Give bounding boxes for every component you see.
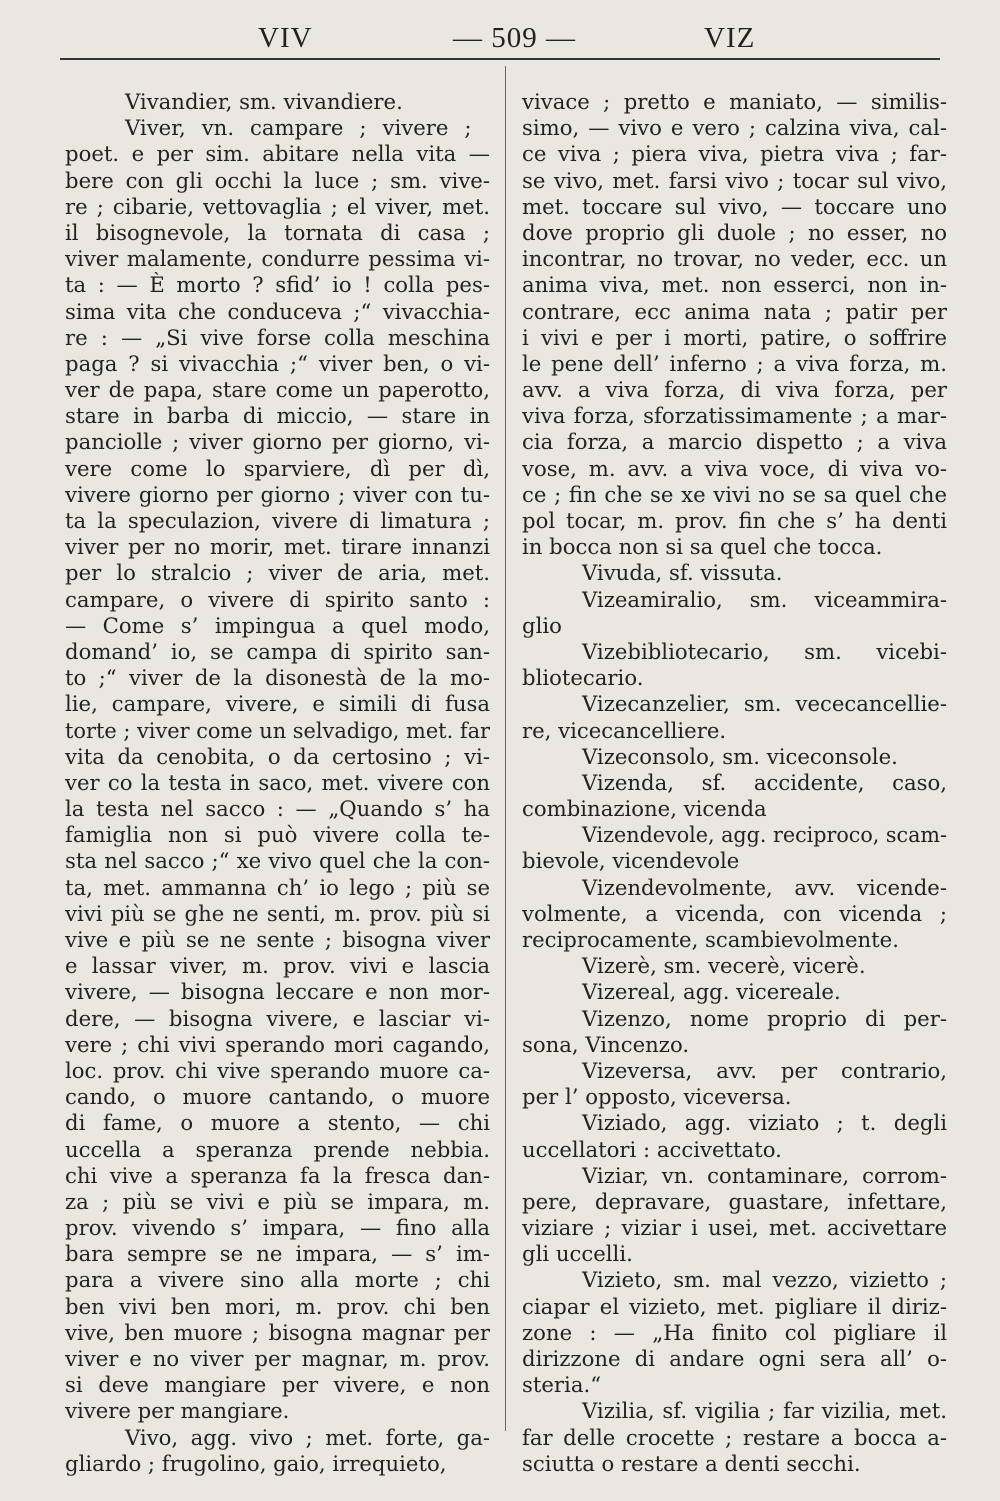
running-head-right: VIZ (704, 22, 756, 54)
text-line: Vivandier, sm. vivandiere. (125, 89, 403, 114)
text-line: e lassar viver, m. prov. vivi e lascia (65, 953, 490, 979)
page-number: — 509 — (453, 22, 576, 54)
text-line: re ; cibarie, vettovaglia ; el viver, met. (65, 193, 490, 219)
text-line: vivere, — bisogna leccare e non mor- (65, 979, 490, 1005)
text-line: la testa nel sacco : — „Quando s’ ha (65, 796, 490, 822)
text-line: pol tocar, m. prov. fin che s’ ha denti (522, 508, 947, 533)
text-line: Vizilia, sf. vigilia ; far vizilia, met. (582, 1398, 947, 1424)
text-line: dere, — bisogna vivere, e lasciar vi- (65, 1005, 490, 1031)
text-line: Vizeamiralio, sm. viceammira- (582, 586, 947, 612)
text-line: bere con gli occhi la luce ; sm. vive- (65, 167, 490, 193)
text-line: le pene dell’ inferno ; a viva forza, m. (522, 350, 947, 376)
text-line: viver e no viver per magnar, m. prov. (65, 1346, 490, 1371)
text-line: sona, Vincenzo. (522, 1031, 690, 1057)
text-line: panciolle ; viver giorno per giorno, vi- (65, 429, 490, 455)
text-line: vivere per mangiare. (65, 1398, 290, 1424)
text-line: Viver, vn. campare ; vivere ; (125, 115, 472, 141)
text-line: bliotecario. (522, 665, 644, 691)
text-line: met. toccare sul vivo, — toccare uno (522, 193, 947, 219)
text-line: vere ; chi vivi sperando mori cagando, (65, 1031, 490, 1057)
text-line: zone : — „Ha finito col pigliare il (522, 1319, 947, 1345)
text-line: i vivi e per i morti, patire, o soffrire (522, 324, 947, 350)
text-line: reciprocamente, scambievolmente. (522, 927, 899, 952)
text-line: prov. vivendo s’ impara, — fino alla (65, 1215, 490, 1241)
text-line: Vizieto, sm. mal vezzo, vizietto ; (582, 1267, 947, 1293)
text-line: Vizerè, sm. vecerè, vicerè. (582, 953, 866, 979)
text-line: to ;“ viver de la disonestà de la mo- (65, 665, 490, 691)
text-line: Vizendevolmente, avv. vicende- (582, 874, 947, 900)
text-line: viva forza, sforzatissimamente ; a mar- (522, 403, 947, 429)
text-line: combinazione, vicenda (522, 796, 767, 822)
text-line: sima vita che conduceva ;“ vivacchia- (65, 298, 490, 324)
text-line: Vivo, agg. vivo ; met. forte, ga- (125, 1424, 490, 1450)
text-line: ben vivi ben mori, m. prov. chi ben (65, 1293, 490, 1319)
text-line: pere, depravare, guastare, infettare, (522, 1188, 947, 1214)
text-line: vivi più se ghe ne senti, m. prov. più si (65, 900, 490, 926)
text-line: Viziado, agg. viziato ; t. degli (582, 1110, 947, 1136)
text-line: poet. e per sim. abitare nella vita — (65, 141, 490, 167)
text-line: Vivuda, sf. vissuta. (582, 560, 783, 586)
text-line: famiglia non si può vivere colla te- (65, 822, 490, 848)
text-line: para a vivere sino alla morte ; chi (65, 1267, 490, 1293)
text-line: incontrar, no trovar, no veder, ecc. un (522, 246, 947, 272)
text-line: Vizecanzelier, sm. vececancellie- (582, 691, 947, 717)
text-line: steria.“ (522, 1372, 602, 1398)
text-line: sta nel sacco ;“ xe vivo quel che la con- (65, 848, 490, 874)
text-line: Vizeconsolo, sm. viceconsole. (582, 743, 898, 769)
text-line: per l’ opposto, viceversa. (522, 1084, 792, 1110)
text-line: loc. prov. chi vive sperando muore ca- (65, 1057, 490, 1083)
text-line: bievole, vicendevole (522, 848, 740, 874)
text-line: ver de papa, stare come un paperotto, (65, 377, 490, 403)
text-line: — Come s’ impingua a quel modo, (65, 612, 490, 638)
text-line: vivere giorno per giorno ; viver con tu- (65, 481, 490, 507)
text-line: si deve mangiare per vivere, e non (65, 1372, 490, 1398)
text-line: torte ; viver come un selvadigo, met. far (65, 717, 490, 743)
text-line: uccella a speranza prende nebbia. (65, 1136, 490, 1162)
text-line: vita da cenobita, o da certosino ; vi- (65, 743, 490, 769)
text-line: viziare ; viziar i usei, met. accivettare (522, 1215, 947, 1241)
text-line: far delle crocette ; restare a bocca a- (522, 1424, 947, 1450)
text-line: anima viva, met. non esserci, non in- (522, 272, 947, 298)
text-line: dirizzone di andare ogni sera all’ o- (522, 1346, 947, 1371)
text-line: vose, m. avv. a viva voce, di viva vo- (522, 455, 947, 481)
text-line: per lo stralcio ; viver de aria, met. (65, 560, 490, 586)
text-line: za ; più se vivi e più se impara, m. (65, 1188, 490, 1214)
text-line: Vizendevole, agg. reciproco, scam- (582, 822, 947, 848)
text-line: Viziar, vn. contaminare, corrom- (582, 1162, 947, 1188)
text-line: avv. a viva forza, di viva forza, per (522, 377, 947, 403)
text-line: gli uccelli. (522, 1241, 633, 1267)
text-line: chi vive a speranza fa la fresca dan- (65, 1162, 490, 1188)
text-line: ta, met. ammanna ch’ io lego ; più se (65, 874, 490, 900)
text-line: vive e più se ne sente ; bisogna viver (65, 927, 490, 952)
text-line: Vizeversa, avv. per contrario, (582, 1057, 947, 1083)
text-line: Vizereal, agg. vicereale. (582, 979, 841, 1005)
text-line: se vivo, met. farsi vivo ; tocar sul vivo, (522, 167, 947, 193)
text-line: volmente, a vicenda, con vicenda ; (522, 900, 947, 926)
text-line: re, vicecancelliere. (522, 717, 727, 743)
text-line: contrare, ecc anima nata ; patir per (522, 298, 947, 324)
text-line: vive, ben muore ; bisogna magnar per (65, 1319, 490, 1345)
column-separator (505, 66, 506, 1431)
text-line: simo, — vivo e vero ; calzina viva, cal- (522, 115, 947, 141)
right-column (522, 89, 947, 1477)
text-line: viver per no morir, met. tirare innanzi (65, 534, 490, 560)
text-line: di fame, o muore a stento, — chi (65, 1110, 490, 1136)
header-rule (60, 58, 940, 60)
text-line: ciapar el vizieto, met. pigliare il diriz- (522, 1293, 947, 1319)
text-line: cando, o muore cantando, o muore (65, 1084, 490, 1110)
text-line: campare, o vivere di spirito santo : (65, 586, 490, 612)
text-line: bara sempre se ne impara, — s’ im- (65, 1241, 490, 1267)
text-line: sciutta o restare a denti secchi. (522, 1450, 861, 1476)
text-line: stare in barba di miccio, — stare in (65, 403, 490, 429)
text-line: domand’ io, se campa di spirito san- (65, 638, 490, 664)
text-line: glio (522, 612, 562, 638)
text-line: Vizenzo, nome proprio di per- (582, 1005, 947, 1031)
text-line: Vizenda, sf. accidente, caso, (582, 769, 947, 795)
text-line: paga ? si vivacchia ;“ viver ben, o vi- (65, 350, 490, 376)
text-line: in bocca non si sa quel che tocca. (522, 534, 883, 560)
text-line: il bisognevole, la tornata di casa ; (65, 219, 490, 245)
text-line: ce ; fin che se xe vivi no se sa quel che (522, 481, 947, 507)
left-column (65, 89, 490, 1477)
text-line: lie, campare, vivere, e simili di fusa (65, 691, 490, 717)
text-line: vere come lo sparviere, dì per dì, (65, 455, 490, 481)
text-line: uccellatori : accivettato. (522, 1136, 782, 1162)
text-line: dove proprio gli duole ; no esser, no (522, 219, 947, 245)
running-head-left: VIV (258, 22, 313, 54)
text-line: ver co la testa in saco, met. vivere con (65, 769, 490, 795)
text-line: gliardo ; frugolino, gaio, irrequieto, (65, 1450, 447, 1476)
text-line: ta : — È morto ? sfid’ io ! colla pes- (65, 272, 490, 298)
text-line: ce viva ; piera viva, pietra viva ; far- (522, 141, 947, 167)
text-line: re : — „Si vive forse colla meschina (65, 324, 490, 350)
text-line: cia forza, a marcio dispetto ; a viva (522, 429, 947, 455)
text-line: vivace ; pretto e maniato, — similis- (522, 89, 947, 114)
text-line: Vizebibliotecario, sm. vicebi- (582, 638, 947, 664)
text-line: ta la speculazion, vivere di limatura ; (65, 508, 490, 533)
text-line: viver malamente, condurre pessima vi- (65, 246, 490, 272)
